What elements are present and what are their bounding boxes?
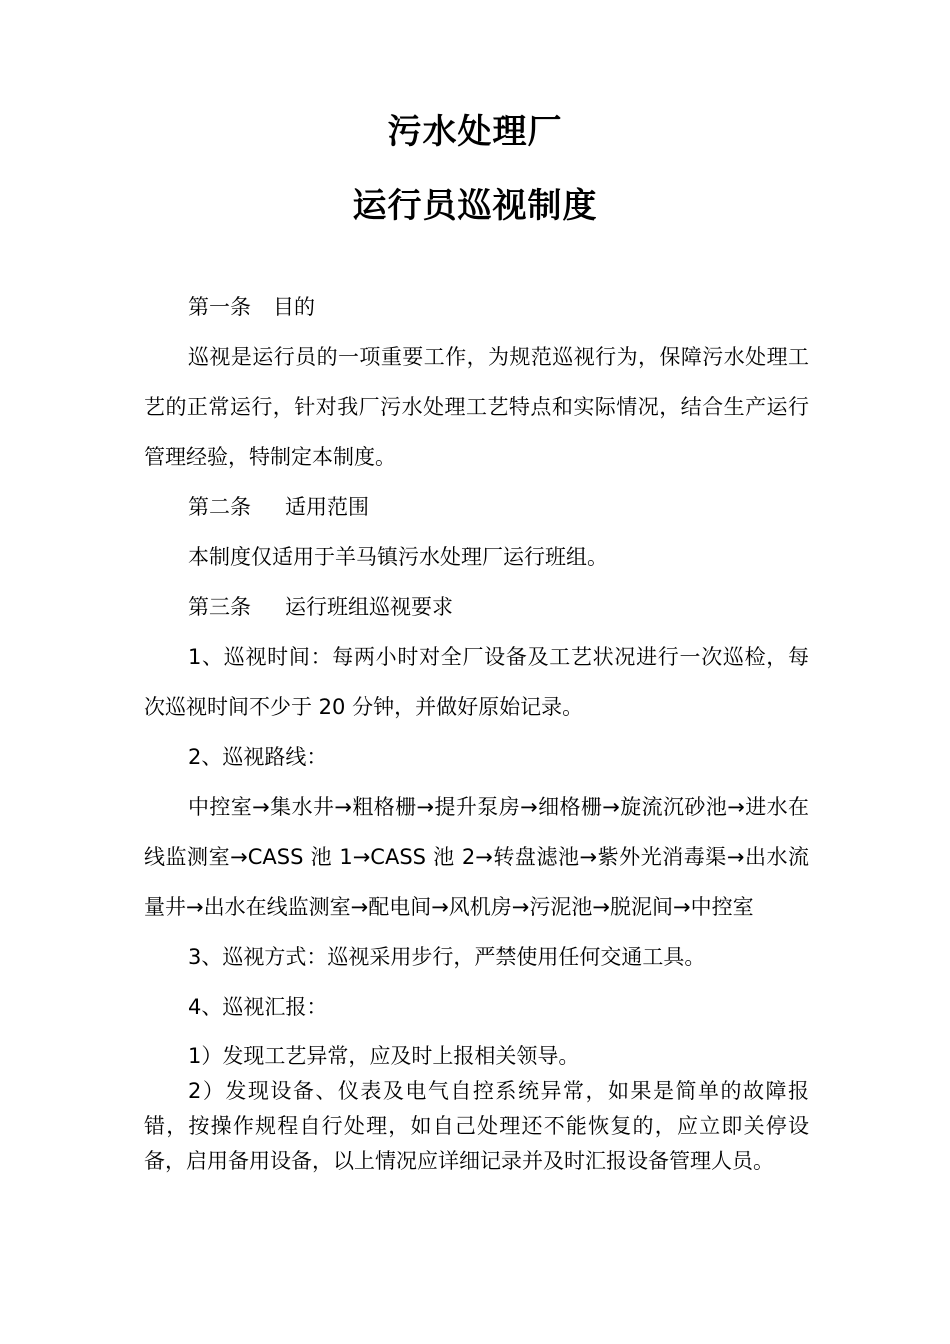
article-3-item-4-label: 4、巡视汇报： (188, 995, 328, 1019)
article-1-name: 目的 (273, 295, 315, 319)
article-2-number: 第二条 (188, 495, 251, 519)
document-body (144, 282, 809, 1179)
article-3-item-3: 3、巡视方式：巡视采用步行，严禁使用任何交通工具。 (188, 945, 706, 969)
document-subtitle: 运行员巡视制度 (352, 186, 598, 226)
article-3-item-2-label: 2、巡视路线： (188, 745, 328, 769)
article-3-item-4-sub-2: 2）发现设备、仪表及电气自控系统异常，如果是简单的故障报错，按操作规程自行处理，如自己处理还不能恢复的，应立即关停设备，启用备用设备，以上情况应详细记录并及时汇报设备管理人员。 (144, 1079, 809, 1173)
article-2-name: 适用范围 (285, 495, 369, 519)
article-1-heading (144, 282, 809, 332)
article-3-item-4-sub-1: 1）发现工艺异常，应及时上报相关领导。 (188, 1044, 580, 1068)
article-2-heading (144, 482, 809, 532)
article-2-text: 本制度仅适用于羊马镇污水处理厂运行班组。 (188, 545, 608, 569)
article-3-item-1: 1、巡视时间：每两小时对全厂设备及工艺状况进行一次巡检，每次巡视时间不少于 20 分钟，并做好原始记录。 (144, 645, 809, 719)
article-3-item-2-route: 中控室→集水井→粗格栅→提升泵房→细格栅→旋流沉砂池→进水在线监测室→CASS 池 1→CASS 池 2→转盘滤池→紫外光消毒渠→出水流量井→出水在线监测室→配电间→风机房→污泥池→脱泥间→中控室 (144, 795, 809, 919)
article-1-text: 巡视是运行员的一项重要工作，为规范巡视行为，保障污水处理工艺的正常运行，针对我厂污水处理工艺特点和实际情况，结合生产运行管理经验，特制定本制度。 (144, 345, 809, 469)
article-3-name: 运行班组巡视要求 (285, 595, 453, 619)
article-3-heading (144, 582, 809, 632)
article-3-number: 第三条 (188, 595, 251, 619)
article-1-number: 第一条 (188, 295, 251, 319)
document-title: 污水处理厂 (387, 112, 563, 152)
